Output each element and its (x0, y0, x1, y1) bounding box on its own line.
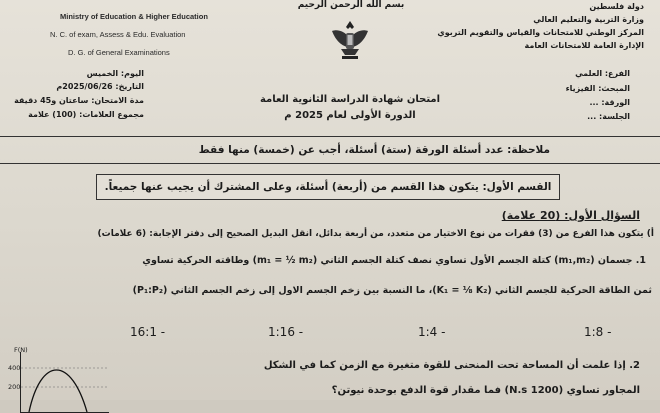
exam-title: امتحان شهادة الدراسة الثانوية العامة (259, 94, 441, 105)
force-curve (21, 352, 109, 412)
option-a: 16:1 - (130, 325, 166, 339)
exam-duration: مدة الامتحان: ساعتان و45 دقيقة (14, 96, 144, 105)
section-one-text: القسم الأول: يتكون هذا القسم من (أربعة) أسئلة، وعلى المشترك أن يجيب عنها جميعاً. (104, 181, 552, 193)
item-one-line-two: ثمن الطاقة الحركية للجسم الثاني (K₁ = ⅛ K₂)، ما النسبة بين زخم الجسم الاول إلى زخم الجسم الثاني (P₁:P₂) (132, 285, 652, 296)
exam-day: اليوم: الخميس (86, 69, 144, 78)
section-one-box (96, 174, 560, 200)
item-one-line-one: 1. جسمان (m₁,m₂) كتلة الجسم الأول تساوي نصف كتلة الجسم الثاني (m₁ = ½ m₂) وطاقته الحركية تساوي (142, 255, 646, 266)
exam-paper: الورقة: ... (589, 98, 630, 107)
exam-total-marks: مجموع العلامات: (100) علامة (28, 110, 144, 119)
center-ar: المركز الوطني للامتحانات والقياس والتقويم التربوي (437, 28, 644, 37)
header-divider (0, 136, 660, 137)
center-en: N. C. of exam, Assess & Edu. Evaluation (50, 30, 186, 39)
option-d: 1:8 - (584, 325, 612, 339)
directorate-ar: الإدارة العامة للامتحانات العامة (524, 41, 644, 50)
question-one-part-a: أ) يتكون هذا الفرع من (3) فقرات من نوع الاختيار من متعدد، من أربعة بدائل، انقل البديل الصحيح إلى دفتر الإجابة: (6 علامات) (97, 229, 654, 239)
option-c: 1:4 - (418, 325, 446, 339)
exam-note: ملاحظة: عدد أسئلة الورقة (ستة) أسئلة، أجب عن (خمسة) منها فقط (198, 144, 550, 156)
option-b: 1:16 - (268, 325, 304, 339)
note-divider (0, 163, 660, 164)
question-one-title: السؤال الأول: (20 علامة) (501, 209, 640, 222)
eagle-emblem-icon (327, 17, 373, 63)
exam-date: التاريخ: 2025/06/26م (56, 82, 144, 91)
directorate-en: D. G. of General Examinations (68, 48, 170, 57)
graph-tick-200: 200 (8, 383, 21, 391)
graph-y-label: F(N) (14, 346, 28, 354)
exam-session-title: الدورة الأولى لعام 2025 م (284, 110, 416, 121)
ministry-ar: وزارة التربية والتعليم العالي (533, 15, 644, 24)
force-time-graph (20, 352, 109, 413)
ministry-en: Ministry of Education & Higher Education (60, 12, 208, 21)
basmala: بسم الله الرحمن الرحيم (297, 0, 405, 10)
graph-tick-400: 400 (8, 364, 21, 372)
item-two-line-two: المجاور تساوي (1200 N.s) فما مقدار قوة الدفع بوحدة نيوتن؟ (331, 385, 640, 396)
exam-session: الجلسة: ... (587, 112, 630, 121)
exam-subject: المبحث: الفيزياء (565, 84, 630, 93)
item-two-line-one: 2. إذا علمت أن المساحة تحت المنحنى للقوة متغيرة مع الزمن كما في الشكل (263, 360, 640, 371)
exam-branch: الفرع: العلمي (575, 69, 630, 78)
state-ar: دولة فلسطين (589, 2, 644, 11)
